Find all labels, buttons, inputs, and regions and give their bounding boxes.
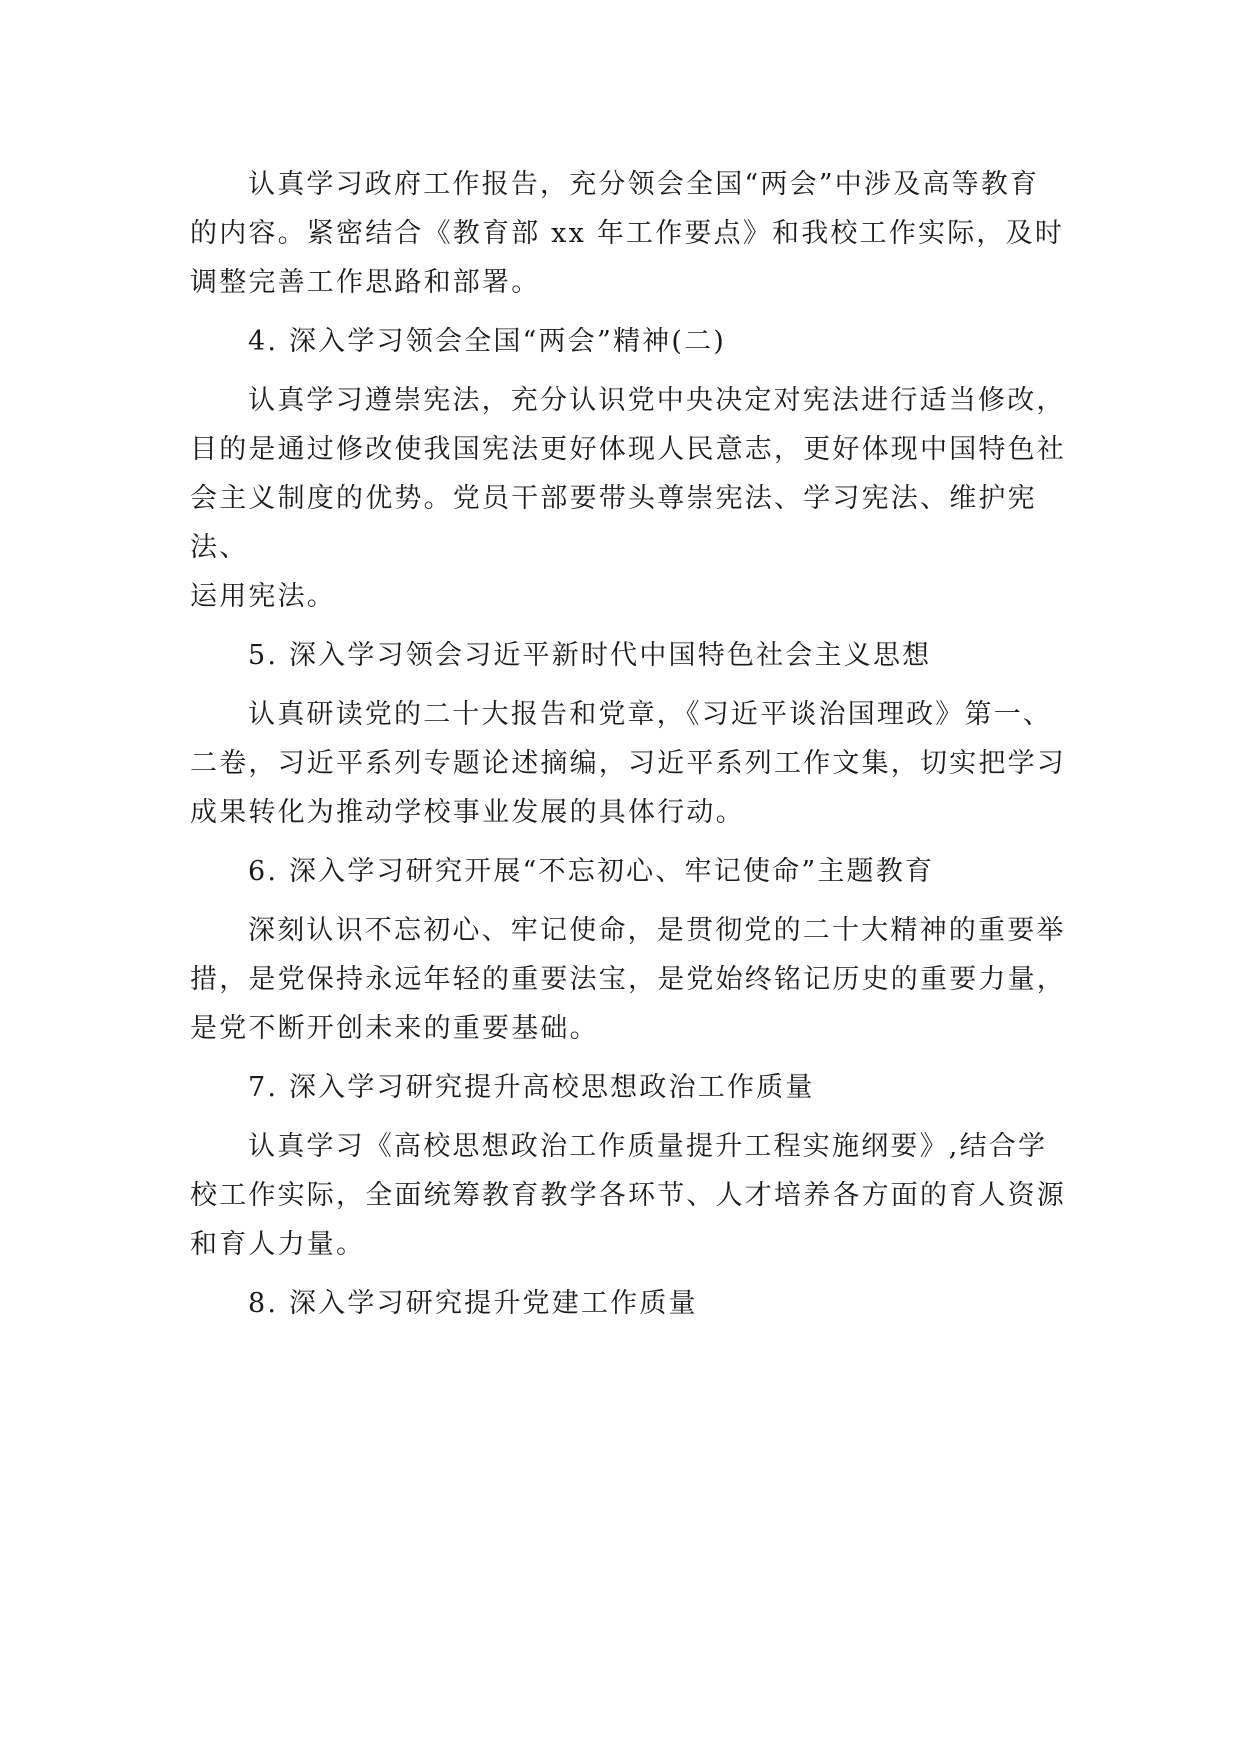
paragraph-original-aspiration — [190, 906, 1066, 1053]
heading-line: 5. 深入学习领会习近平新时代中国特色社会主义思想 — [248, 640, 932, 671]
paragraph-line: 措，是党保持永远年轻的重要法宝，是党始终铭记历史的重要力量， — [190, 964, 1066, 995]
paragraph-line: 法、 — [190, 532, 249, 563]
paragraph-line: 是党不断开创未来的重要基础。 — [190, 1013, 599, 1044]
paragraph-line: 校工作实际，全面统筹教育教学各环节、人才培养各方面的育人资源 — [190, 1180, 1066, 1211]
paragraph-line: 运用宪法。 — [190, 581, 336, 612]
section-heading-5 — [190, 631, 1050, 680]
paragraph-constitution — [190, 376, 1066, 621]
paragraph-line: 认真学习遵崇宪法，充分认识党中央决定对宪法进行适当修改， — [248, 385, 1066, 416]
section-heading-4 — [190, 317, 1050, 366]
paragraph-ideological-work — [190, 1122, 1066, 1269]
paragraph-line: 目的是通过修改使我国宪法更好体现人民意志，更好体现中国特色社 — [190, 434, 1066, 465]
paragraph-line: 调整完善工作思路和部署。 — [190, 267, 541, 298]
document-body — [190, 160, 1066, 1328]
section-heading-6 — [190, 847, 1050, 896]
heading-line: 6. 深入学习研究开展“不忘初心、牢记使命”主题教育 — [248, 856, 935, 887]
paragraph-study-reports — [190, 690, 1066, 837]
paragraph-line: 会主义制度的优势。党员干部要带头尊崇宪法、学习宪法、维护宪 — [190, 483, 1037, 514]
section-heading-7 — [190, 1063, 1050, 1112]
paragraph-line: 认真研读党的二十大报告和党章，《习近平谈治国理政》第一、 — [248, 699, 1053, 730]
paragraph-line: 认真学习政府工作报告，充分领会全国“两会”中涉及高等教育 — [248, 169, 1040, 200]
heading-line: 7. 深入学习研究提升高校思想政治工作质量 — [248, 1072, 815, 1103]
section-heading-8 — [190, 1279, 1050, 1328]
paragraph-line: 认真学习《高校思想政治工作质量提升工程实施纲要》,结合学 — [248, 1131, 1048, 1162]
heading-line: 4. 深入学习领会全国“两会”精神(二) — [248, 326, 727, 357]
paragraph-line: 二卷，习近平系列专题论述摘编，习近平系列工作文集，切实把学习 — [190, 748, 1066, 779]
paragraph-line: 深刻认识不忘初心、牢记使命，是贯彻党的二十大精神的重要举 — [248, 915, 1066, 946]
paragraph-line: 成果转化为推动学校事业发展的具体行动。 — [190, 797, 745, 828]
paragraph-line: 和育人力量。 — [190, 1229, 366, 1260]
paragraph-line: 的内容。紧密结合《教育部 xx 年工作要点》和我校工作实际，及时 — [190, 218, 1065, 249]
paragraph-two-sessions-report — [190, 160, 1065, 307]
heading-line: 8. 深入学习研究提升党建工作质量 — [248, 1288, 698, 1319]
